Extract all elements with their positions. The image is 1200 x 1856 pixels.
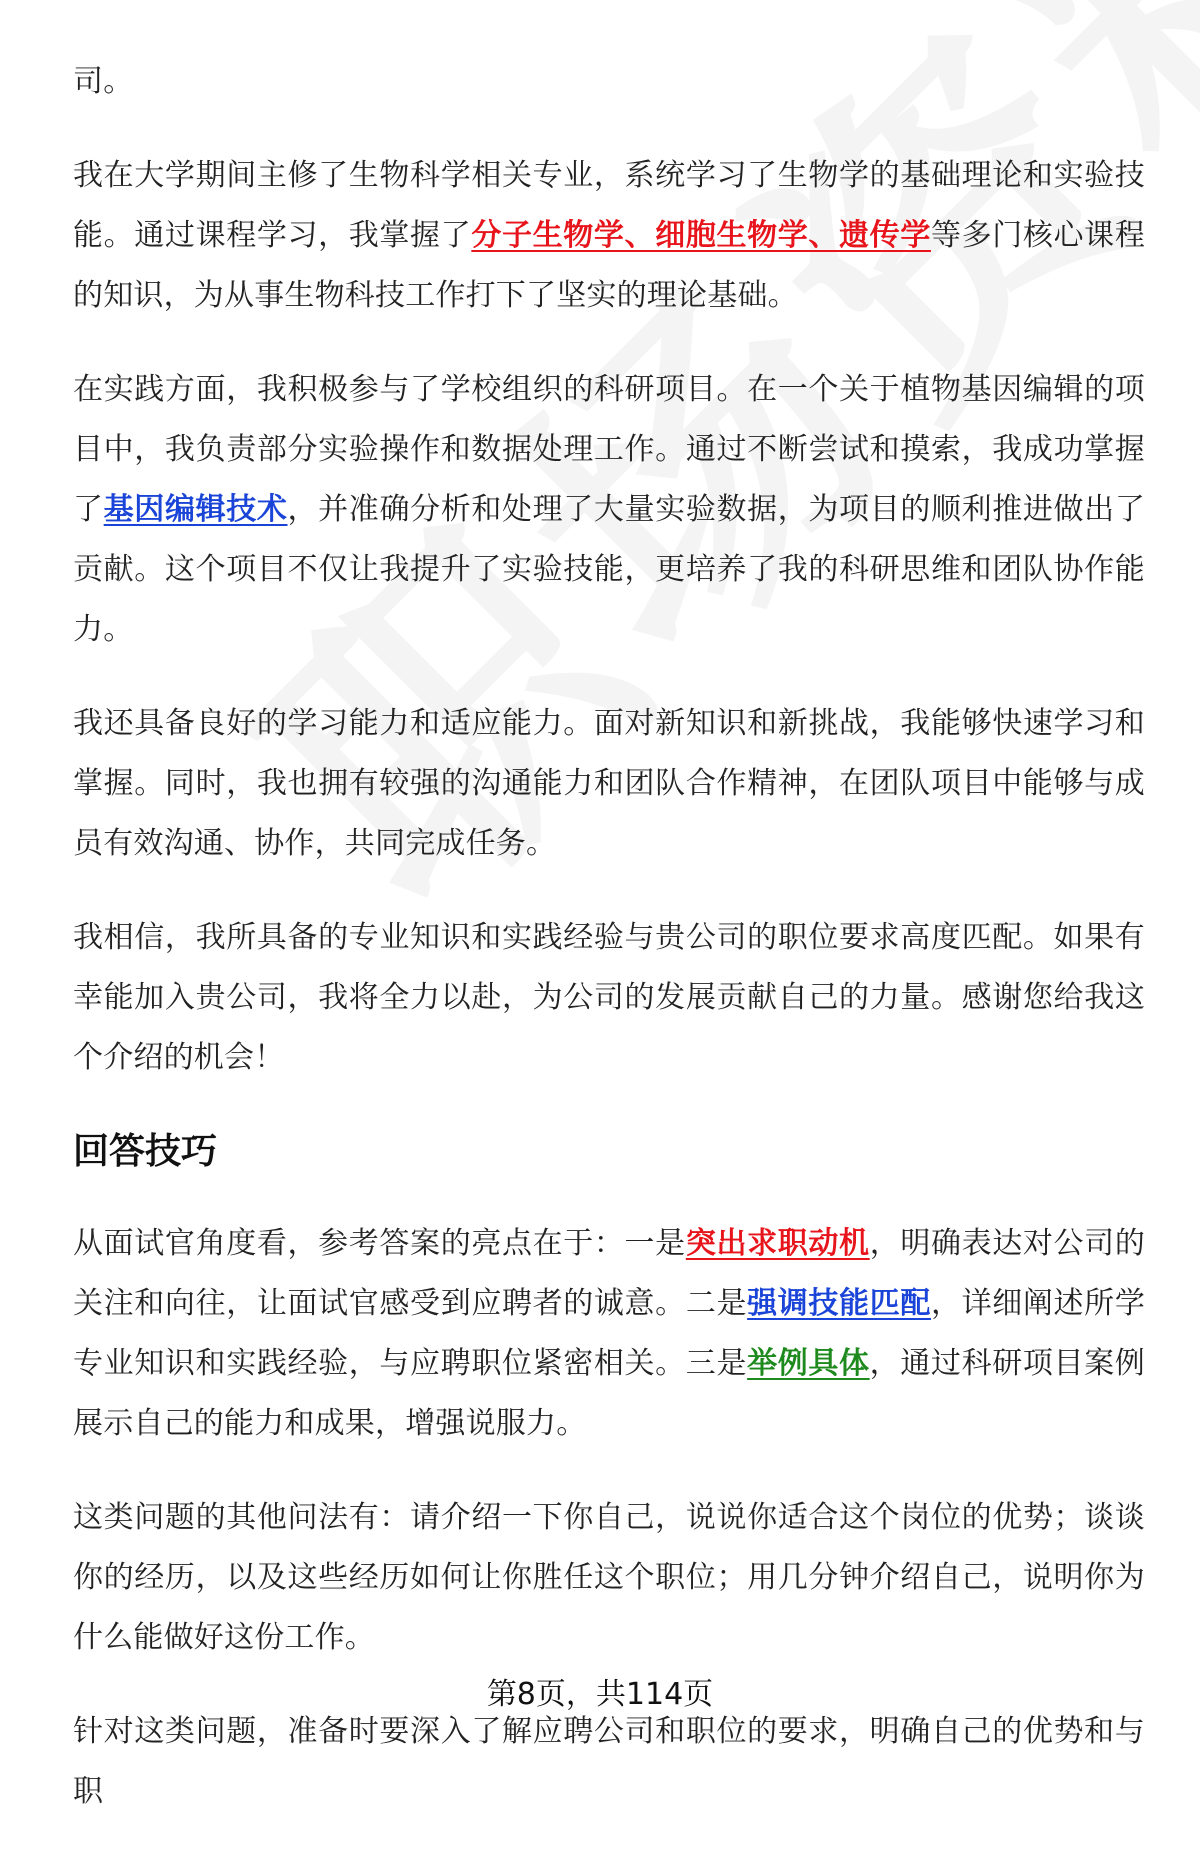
highlighted-term: 分子生物学、细胞生物学、遗传学 — [471, 218, 931, 253]
paragraph-text: 从面试官角度看，参考答案的亮点在于：一是 — [73, 1226, 686, 1261]
paragraphs-before-heading — [73, 52, 1145, 1088]
paragraph-text: 等多门核心课程的知识，为从事生物科技工作打下了坚实的理论基础。 — [73, 218, 1146, 313]
paragraph-p5 — [73, 1214, 1145, 1454]
paragraph-text: ，并准确分析和处理了大量实验数据，为项目的顺利推进做出了贡献。这个项目不仅让我提升了实验技能，更培养了我的科研思维和团队协作能力。 — [73, 492, 1146, 647]
highlighted-term: 举例具体 — [747, 1346, 870, 1381]
paragraph-text: ，通过科研项目案例展示自己的能力和成果，增强说服力。 — [73, 1346, 1145, 1441]
highlighted-term: 基因编辑技术 — [103, 492, 288, 527]
document-body — [73, 52, 1145, 1856]
section-heading: 回答技巧 — [73, 1131, 218, 1172]
paragraphs-after-heading — [73, 1214, 1145, 1822]
paragraph-p6 — [73, 1488, 1145, 1668]
paragraph-text: ，明确表达对公司的关注和向往，让面试官感受到应聘者的诚意。二是 — [73, 1226, 1146, 1321]
paragraph-text: 我在大学期间主修了生物科学相关专业，系统学习了生物学的基础理论和实验技能。通过课程学习，我掌握了 — [73, 158, 1145, 253]
highlighted-term: 突出求职动机 — [685, 1226, 870, 1261]
paragraph-p2 — [73, 360, 1145, 660]
paragraph-p0 — [73, 52, 1145, 112]
paragraph-text: ，详细阐述所学专业知识和实践经验，与应聘职位紧密相关。三是 — [73, 1286, 1146, 1381]
paragraph-p3 — [73, 694, 1145, 874]
highlighted-term: 强调技能匹配 — [747, 1286, 931, 1321]
paragraph-text: 司。 — [73, 64, 134, 99]
paragraph-text: 在实践方面，我积极参与了学校组织的科研项目。在一个关于植物基因编辑的项目中，我负责部分实验操作和数据处理工作。通过不断尝试和摸索，我成功掌握了 — [73, 372, 1145, 527]
paragraph-p4 — [73, 908, 1145, 1088]
paragraph-p7 — [73, 1702, 1145, 1822]
paragraph-text: 我相信，我所具备的专业知识和实践经验与贵公司的职位要求高度匹配。如果有幸能加入贵公司，我将全力以赴，为公司的发展贡献自己的力量。感谢您给我这个介绍的机会！ — [73, 920, 1145, 1075]
paragraph-text: 针对这类问题，准备时要深入了解应聘公司和职位的要求，明确自己的优势和与职 — [73, 1714, 1145, 1809]
page-number-footer: 第8页，共114页 — [486, 1677, 714, 1712]
paragraph-text: 这类问题的其他问法有：请介绍一下你自己，说说你适合这个岗位的优势；谈谈你的经历，以及这些经历如何让你胜任这个职位；用几分钟介绍自己，说明你为什么能做好这份工作。 — [73, 1500, 1145, 1655]
paragraph-text: 我还具备良好的学习能力和适应能力。面对新知识和新挑战，我能够快速学习和掌握。同时，我也拥有较强的沟通能力和团队合作精神，在团队项目中能够与成员有效沟通、协作，共同完成任务。 — [73, 706, 1145, 861]
paragraph-p1 — [73, 146, 1145, 326]
